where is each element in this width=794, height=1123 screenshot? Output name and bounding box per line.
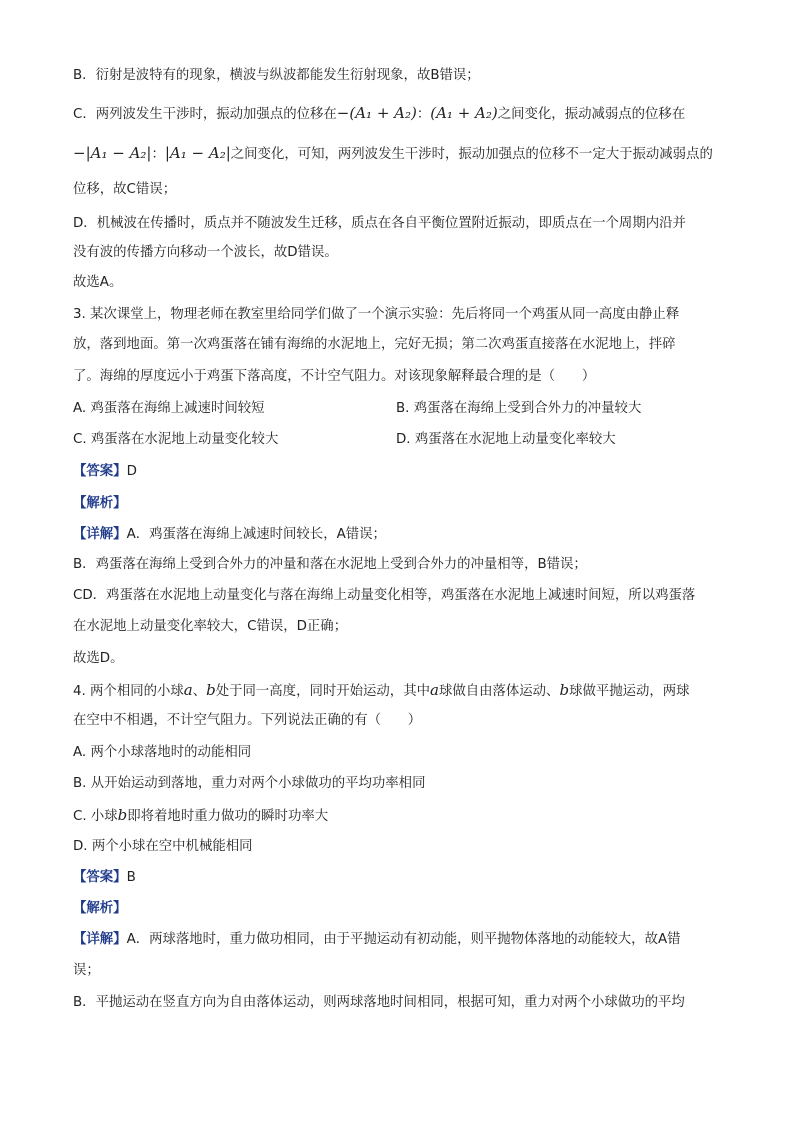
q3-option-d: D. 鸡蛋落在水泥地上动量变化率较大 xyxy=(396,432,616,447)
q4-stem-line2: 在空中不相遇，不计空气阻力。下列说法正确的有（ ） xyxy=(73,713,422,728)
q2-option-b-explanation: B．衍射是波特有的现象，横波与纵波都能发生衍射现象，故B错误； xyxy=(73,68,480,83)
q3-option-b: B. 鸡蛋落在海绵上受到合外力的冲量较大 xyxy=(396,401,642,416)
q4-stem-line1: 4. 两个相同的小球a、b处于同一高度，同时开始运动，其中a球做自由落体运动、b球做平抛运动，两球 xyxy=(73,681,690,699)
q2-option-d-explanation-line2: 没有波的传播方向移动一个波长，故D错误。 xyxy=(73,245,338,260)
q3-option-a: A. 鸡蛋落在海绵上减速时间较短 xyxy=(73,401,265,416)
q3-answer xyxy=(73,462,137,482)
q2-option-c-explanation-line2: −|A₁ − A₂|：|A₁ − A₂|之间变化，可知，两列波发生干涉时，振动加强点的位移不一定大于振动减弱点的 xyxy=(73,144,713,162)
formula-abs-diff: |A₁ − A₂| xyxy=(164,144,231,162)
q2-choose-answer: 故选A。 xyxy=(73,275,123,290)
q3-option-c: C. 鸡蛋落在水泥地上动量变化较大 xyxy=(73,432,279,447)
answer-value: B xyxy=(126,870,136,885)
q3-detail-line2: B．鸡蛋落在海绵上受到合外力的冲量和落在水泥地上受到合外力的冲量相等，B错误； xyxy=(73,557,587,572)
q2-option-c-explanation-line1: C．两列波发生干涉时，振动加强点的位移在−(A₁ + A₂)：(A₁ + A₂)之间变化，振动减弱点的位移在 xyxy=(73,104,686,122)
answer-tag: 【答案】 xyxy=(73,870,127,885)
formula-neg-sum: −(A₁ + A₂) xyxy=(336,104,417,122)
q4-detail-line1: 【详解】A．两球落地时，重力做功相同，由于平抛运动有初动能，则平抛物体落地的动能较大，故A错 xyxy=(73,932,681,947)
q3-stem-line3: 了。海绵的厚度远小于鸡蛋下落高度，不计空气阻力。对该现象解释最合理的是（ ） xyxy=(73,369,596,384)
q2-option-c-explanation-line3: 位移，故C错误； xyxy=(73,182,177,197)
q2-option-d-explanation-line1: D．机械波在传播时，质点并不随波发生迁移，质点在各自平衡位置附近振动，即质点在一个周期内沿并 xyxy=(73,216,686,231)
q4-option-b: B. 从开始运动到落地，重力对两个小球做功的平均功率相同 xyxy=(73,776,426,791)
q3-stem-line2: 放，落到地面。第一次鸡蛋落在铺有海绵的水泥地上，完好无损；第二次鸡蛋直接落在水泥地上，拌碎 xyxy=(73,337,676,352)
q4-detail-line3: B．平抛运动在竖直方向为自由落体运动，则两球落地时间相同，根据可知，重力对两个小球做功的平均 xyxy=(73,995,685,1010)
q3-detail-line4: 在水泥地上动量变化率较大，C错误，D正确； xyxy=(73,619,348,634)
q4-option-c: C. 小球b即将着地时重力做功的瞬时功率大 xyxy=(73,806,329,824)
q3-detail-line3: CD．鸡蛋落在水泥地上动量变化与落在海绵上动量变化相等，鸡蛋落在水泥地上减速时间短，所以鸡蛋落 xyxy=(73,588,696,603)
q4-detail-line2: 误； xyxy=(73,963,100,978)
q3-analysis-tag: 【解析】 xyxy=(73,496,127,511)
q4-option-a: A. 两个小球落地时的动能相同 xyxy=(73,745,252,760)
answer-tag: 【答案】 xyxy=(73,464,127,479)
detail-tag: 【详解】 xyxy=(73,527,127,542)
q4-analysis-tag: 【解析】 xyxy=(73,901,127,916)
formula-sum: (A₁ + A₂) xyxy=(430,104,498,122)
q4-answer xyxy=(73,868,136,888)
answer-value: D xyxy=(126,464,137,479)
q4-option-d: D. 两个小球在空中机械能相同 xyxy=(73,839,253,854)
q3-stem-line1: 3. 某次课堂上，物理老师在教室里给同学们做了一个演示实验：先后将同一个鸡蛋从同一高度由静止释 xyxy=(73,307,680,322)
q3-choose-answer: 故选D。 xyxy=(73,651,124,666)
formula-neg-abs-diff: −|A₁ − A₂| xyxy=(73,144,152,162)
q3-detail-line1: 【详解】A．鸡蛋落在海绵上减速时间较长，A错误； xyxy=(73,527,386,542)
detail-tag: 【详解】 xyxy=(73,932,127,947)
